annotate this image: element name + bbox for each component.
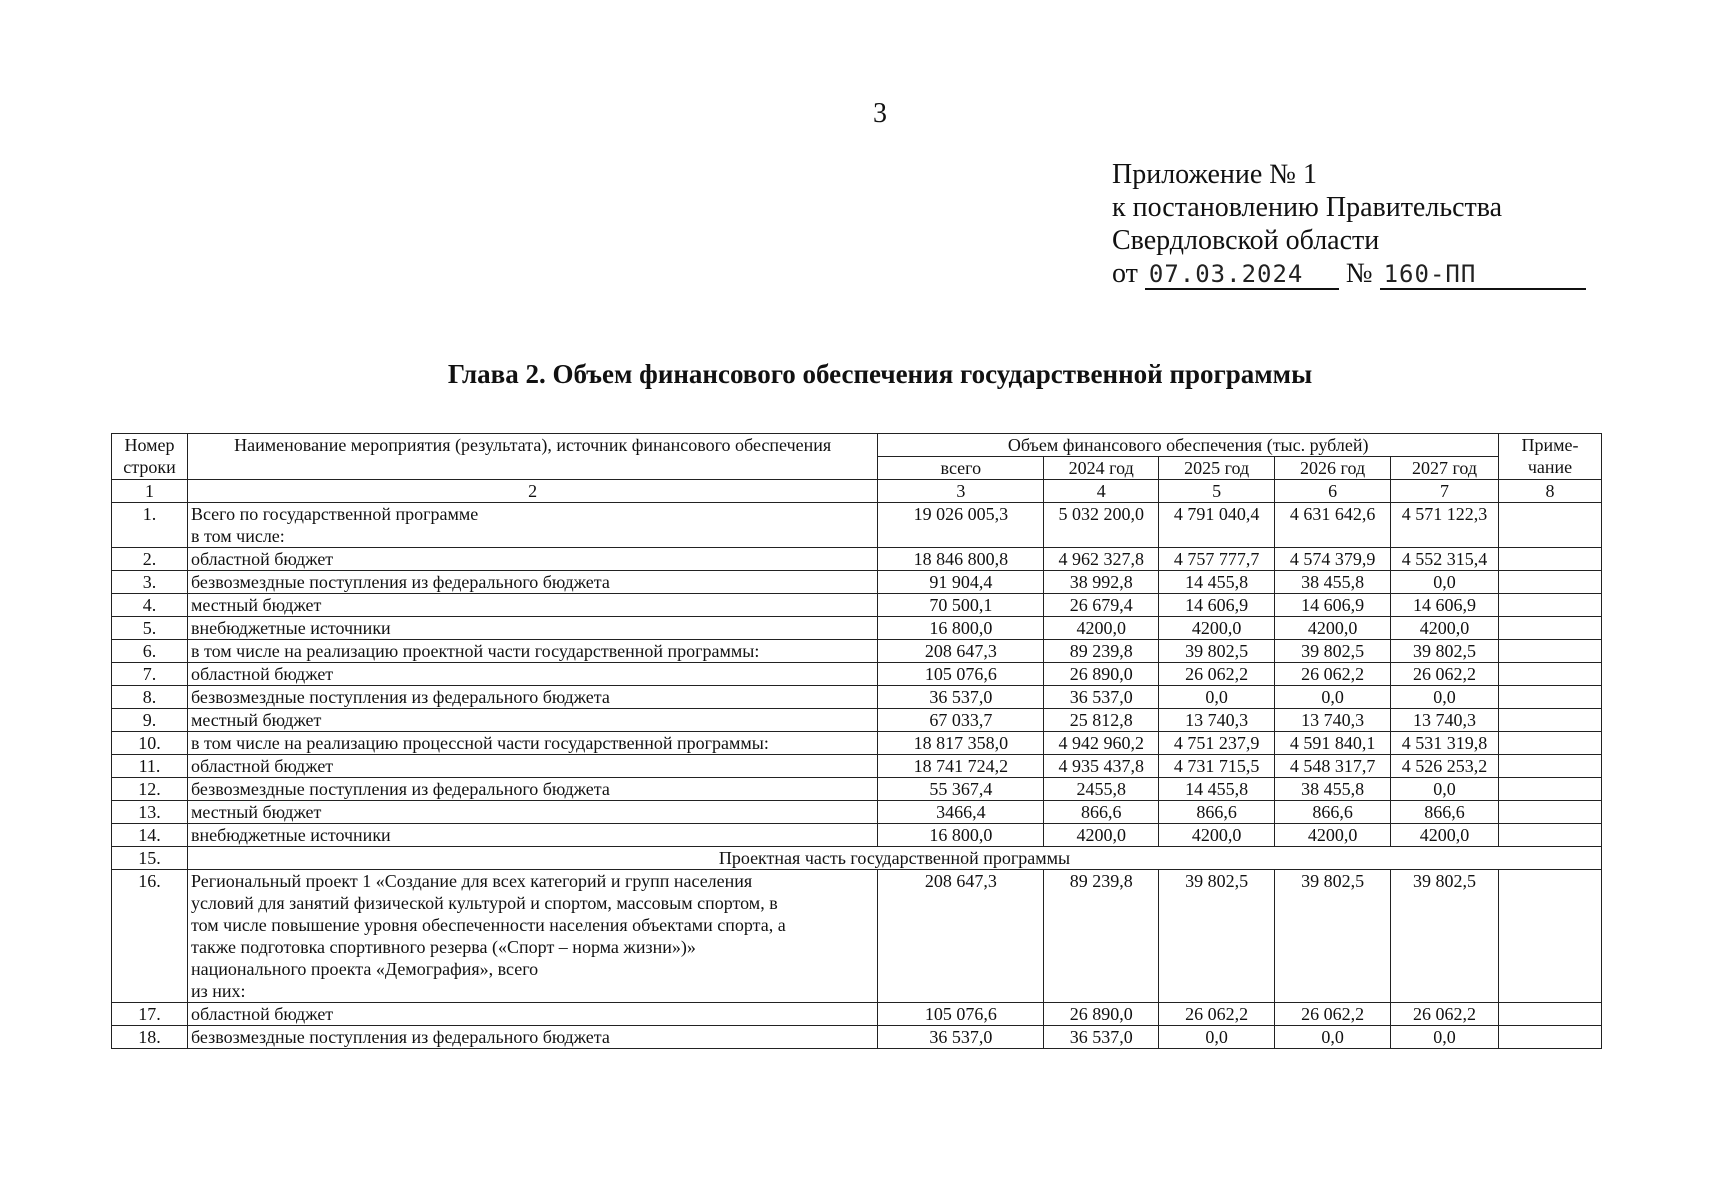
row-name-line: в том числе на реализацию проектной части государственной программы: (190, 641, 760, 661)
cell-note (1498, 617, 1601, 640)
cell-total: 70 500,1 (878, 594, 1044, 617)
cell-y2025: 14 455,8 (1159, 778, 1275, 801)
page-number: 3 (873, 98, 887, 129)
cell-note (1498, 640, 1601, 663)
header-2025: 2025 год (1159, 457, 1275, 480)
table-row (112, 824, 1602, 847)
row-name (187, 709, 877, 732)
row-name-line: местный бюджет (190, 595, 322, 615)
cell-y2026: 4 574 379,9 (1275, 548, 1391, 571)
row-name (187, 686, 877, 709)
table-row (112, 709, 1602, 732)
row-number: 12. (112, 778, 188, 801)
cell-note (1498, 870, 1601, 1003)
cell-y2026: 38 455,8 (1275, 571, 1391, 594)
col-number: 8 (1498, 480, 1601, 503)
section-title: Проектная часть государственной программы (187, 847, 1601, 870)
chapter-title: Глава 2. Объем финансового обеспечения государственной программы (447, 359, 1313, 389)
financing-table (111, 433, 1602, 1049)
row-number: 6. (112, 640, 188, 663)
cell-y2027: 4 571 122,3 (1391, 503, 1499, 548)
cell-y2026: 4 631 642,6 (1275, 503, 1391, 548)
cell-note (1498, 755, 1601, 778)
row-number: 7. (112, 663, 188, 686)
row-name-line: областной бюджет (190, 549, 334, 569)
cell-y2025: 4 751 237,9 (1159, 732, 1275, 755)
row-number: 1. (112, 503, 188, 548)
table-row (112, 1003, 1602, 1026)
table-row (112, 594, 1602, 617)
cell-y2026: 26 062,2 (1275, 663, 1391, 686)
cell-y2026: 38 455,8 (1275, 778, 1391, 801)
cell-y2025: 14 606,9 (1159, 594, 1275, 617)
cell-note (1498, 801, 1601, 824)
row-name (187, 732, 877, 755)
row-number: 3. (112, 571, 188, 594)
row-name (187, 548, 877, 571)
row-name (187, 663, 877, 686)
header-total: всего (878, 457, 1044, 480)
row-number: 18. (112, 1026, 188, 1049)
cell-y2026: 14 606,9 (1275, 594, 1391, 617)
cell-y2024: 5 032 200,0 (1044, 503, 1159, 548)
table-row (112, 548, 1602, 571)
table-row (112, 571, 1602, 594)
col-number: 4 (1044, 480, 1159, 503)
cell-y2025: 4 731 715,5 (1159, 755, 1275, 778)
cell-note (1498, 824, 1601, 847)
row-number: 10. (112, 732, 188, 755)
appendix-date-line (1112, 257, 1586, 290)
row-name-line: местный бюджет (190, 802, 322, 822)
resolution-date: 07.03.2024 (1145, 260, 1339, 290)
cell-total: 36 537,0 (878, 1026, 1044, 1049)
row-name-line: внебюджетные источники (190, 618, 391, 638)
cell-y2026: 0,0 (1275, 1026, 1391, 1049)
row-name-line: Региональный проект 1 «Создание для всех категорий и групп населения (190, 871, 753, 891)
row-name-line: внебюджетные источники (190, 825, 391, 845)
row-number: 16. (112, 870, 188, 1003)
cell-y2025: 13 740,3 (1159, 709, 1275, 732)
row-name (187, 594, 877, 617)
col-number: 2 (187, 480, 877, 503)
row-name (187, 824, 877, 847)
cell-y2025: 26 062,2 (1159, 663, 1275, 686)
cell-y2026: 4200,0 (1275, 824, 1391, 847)
cell-note (1498, 1026, 1601, 1049)
cell-total: 18 817 358,0 (878, 732, 1044, 755)
row-number: 9. (112, 709, 188, 732)
cell-y2027: 4200,0 (1391, 617, 1499, 640)
cell-total: 105 076,6 (878, 1003, 1044, 1026)
cell-y2025: 4200,0 (1159, 617, 1275, 640)
row-name-line: безвозмездные поступления из федерального бюджета (190, 687, 610, 707)
cell-note (1498, 686, 1601, 709)
cell-y2027: 0,0 (1391, 686, 1499, 709)
cell-y2027: 0,0 (1391, 1026, 1499, 1049)
cell-note (1498, 571, 1601, 594)
table-row (112, 870, 1602, 1003)
cell-y2027: 26 062,2 (1391, 1003, 1499, 1026)
cell-y2025: 0,0 (1159, 686, 1275, 709)
row-name (187, 1003, 877, 1026)
cell-total: 55 367,4 (878, 778, 1044, 801)
cell-y2024: 26 890,0 (1044, 663, 1159, 686)
row-name-line: в том числе: (190, 526, 285, 546)
table-row (112, 801, 1602, 824)
cell-note (1498, 709, 1601, 732)
row-name-line: Всего по государственной программе (190, 504, 479, 524)
resolution-number: 160-ПП (1380, 260, 1586, 290)
cell-y2027: 13 740,3 (1391, 709, 1499, 732)
header-2024: 2024 год (1044, 457, 1159, 480)
appendix-line-2: к постановлению Правительства (1112, 192, 1503, 223)
cell-total: 105 076,6 (878, 663, 1044, 686)
row-name (187, 870, 877, 1003)
col-number: 1 (112, 480, 188, 503)
cell-total: 18 741 724,2 (878, 755, 1044, 778)
row-number: 13. (112, 801, 188, 824)
cell-y2027: 4 526 253,2 (1391, 755, 1499, 778)
row-name-line: в том числе на реализацию процессной части государственной программы: (190, 733, 769, 753)
cell-y2027: 14 606,9 (1391, 594, 1499, 617)
row-name (187, 617, 877, 640)
row-name (187, 640, 877, 663)
row-name-line: том числе повышение уровня обеспеченности населения объектами спорта, а (190, 915, 786, 935)
cell-y2026: 26 062,2 (1275, 1003, 1391, 1026)
cell-y2025: 4 757 777,7 (1159, 548, 1275, 571)
cell-y2025: 4200,0 (1159, 824, 1275, 847)
cell-y2026: 39 802,5 (1275, 870, 1391, 1003)
header-name: Наименование мероприятия (результата), источник финансового обеспечения (187, 434, 877, 480)
cell-total: 16 800,0 (878, 824, 1044, 847)
row-name (187, 778, 877, 801)
cell-y2025: 866,6 (1159, 801, 1275, 824)
row-name-line: безвозмездные поступления из федерального бюджета (190, 572, 610, 592)
row-number: 14. (112, 824, 188, 847)
appendix-block (1112, 158, 1586, 290)
column-number-row (112, 480, 1602, 503)
row-number: 15. (112, 847, 188, 870)
cell-total: 208 647,3 (878, 870, 1044, 1003)
row-number: 8. (112, 686, 188, 709)
cell-y2024: 4200,0 (1044, 617, 1159, 640)
row-name (187, 755, 877, 778)
cell-y2027: 866,6 (1391, 801, 1499, 824)
cell-total: 16 800,0 (878, 617, 1044, 640)
cell-y2026: 866,6 (1275, 801, 1391, 824)
cell-y2024: 89 239,8 (1044, 640, 1159, 663)
cell-y2026: 4 548 317,7 (1275, 755, 1391, 778)
cell-y2027: 0,0 (1391, 778, 1499, 801)
cell-note (1498, 778, 1601, 801)
row-name-line: безвозмездные поступления из федерального бюджета (190, 1027, 610, 1047)
row-name-line: безвозмездные поступления из федерального бюджета (190, 779, 610, 799)
cell-y2024: 4 962 327,8 (1044, 548, 1159, 571)
header-2026: 2026 год (1275, 457, 1391, 480)
row-number: 5. (112, 617, 188, 640)
cell-y2024: 4 942 960,2 (1044, 732, 1159, 755)
row-number: 11. (112, 755, 188, 778)
col-number: 6 (1275, 480, 1391, 503)
row-number: 17. (112, 1003, 188, 1026)
table-row (112, 503, 1602, 548)
cell-total: 208 647,3 (878, 640, 1044, 663)
row-name (187, 571, 877, 594)
appendix-line-3: Свердловской области (1112, 225, 1380, 256)
col-number: 7 (1391, 480, 1499, 503)
table-row (112, 1026, 1602, 1049)
cell-y2027: 4 552 315,4 (1391, 548, 1499, 571)
row-name-line: национального проекта «Демография», всего (190, 959, 539, 979)
table-row (112, 686, 1602, 709)
table-row (112, 847, 1602, 870)
cell-note (1498, 732, 1601, 755)
cell-y2026: 4 591 840,1 (1275, 732, 1391, 755)
cell-total: 91 904,4 (878, 571, 1044, 594)
row-name-line: областной бюджет (190, 1004, 334, 1024)
cell-total: 18 846 800,8 (878, 548, 1044, 571)
row-name-line: областной бюджет (190, 664, 334, 684)
cell-y2027: 39 802,5 (1391, 870, 1499, 1003)
cell-y2024: 4 935 437,8 (1044, 755, 1159, 778)
header-2027: 2027 год (1391, 457, 1499, 480)
row-number: 4. (112, 594, 188, 617)
table-row (112, 663, 1602, 686)
cell-y2024: 38 992,8 (1044, 571, 1159, 594)
row-name-line: областной бюджет (190, 756, 334, 776)
cell-y2027: 4 531 319,8 (1391, 732, 1499, 755)
header-volume: Объем финансового обеспечения (тыс. рублей) (878, 434, 1499, 457)
cell-y2025: 0,0 (1159, 1026, 1275, 1049)
row-number: 2. (112, 548, 188, 571)
cell-y2025: 4 791 040,4 (1159, 503, 1275, 548)
cell-note (1498, 594, 1601, 617)
table-row (112, 640, 1602, 663)
cell-y2024: 866,6 (1044, 801, 1159, 824)
table-row (112, 755, 1602, 778)
cell-note (1498, 663, 1601, 686)
cell-y2026: 39 802,5 (1275, 640, 1391, 663)
cell-y2024: 25 812,8 (1044, 709, 1159, 732)
table-row (112, 778, 1602, 801)
table-row (112, 732, 1602, 755)
cell-y2024: 26 890,0 (1044, 1003, 1159, 1026)
cell-y2026: 4200,0 (1275, 617, 1391, 640)
cell-y2025: 39 802,5 (1159, 870, 1275, 1003)
cell-y2024: 36 537,0 (1044, 1026, 1159, 1049)
cell-note (1498, 1003, 1601, 1026)
appendix-line-1: Приложение № 1 (1112, 159, 1317, 190)
header-note: Приме-чание (1498, 434, 1601, 480)
row-name-line: из них: (190, 981, 246, 1001)
from-label: от (1112, 258, 1138, 289)
cell-y2027: 4200,0 (1391, 824, 1499, 847)
cell-y2027: 26 062,2 (1391, 663, 1499, 686)
cell-y2024: 4200,0 (1044, 824, 1159, 847)
row-name (187, 801, 877, 824)
cell-total: 36 537,0 (878, 686, 1044, 709)
cell-y2024: 26 679,4 (1044, 594, 1159, 617)
cell-y2024: 36 537,0 (1044, 686, 1159, 709)
cell-y2024: 89 239,8 (1044, 870, 1159, 1003)
cell-y2026: 13 740,3 (1275, 709, 1391, 732)
cell-y2024: 2455,8 (1044, 778, 1159, 801)
cell-y2026: 0,0 (1275, 686, 1391, 709)
row-name (187, 1026, 877, 1049)
cell-y2025: 14 455,8 (1159, 571, 1275, 594)
col-number: 3 (878, 480, 1044, 503)
cell-total: 3466,4 (878, 801, 1044, 824)
cell-y2025: 26 062,2 (1159, 1003, 1275, 1026)
cell-total: 19 026 005,3 (878, 503, 1044, 548)
cell-note (1498, 503, 1601, 548)
number-label: № (1345, 258, 1373, 289)
row-name-line: местный бюджет (190, 710, 322, 730)
row-name (187, 503, 877, 548)
row-name-line: условий для занятий физической культурой и спортом, массовым спортом, в (190, 893, 778, 913)
row-name-line: также подготовка спортивного резерва («Спорт – норма жизни»)» (190, 937, 696, 957)
header-row-no: Номер строки (112, 434, 188, 480)
cell-note (1498, 548, 1601, 571)
cell-total: 67 033,7 (878, 709, 1044, 732)
cell-y2025: 39 802,5 (1159, 640, 1275, 663)
cell-y2027: 0,0 (1391, 571, 1499, 594)
cell-y2027: 39 802,5 (1391, 640, 1499, 663)
table-row (112, 617, 1602, 640)
col-number: 5 (1159, 480, 1275, 503)
